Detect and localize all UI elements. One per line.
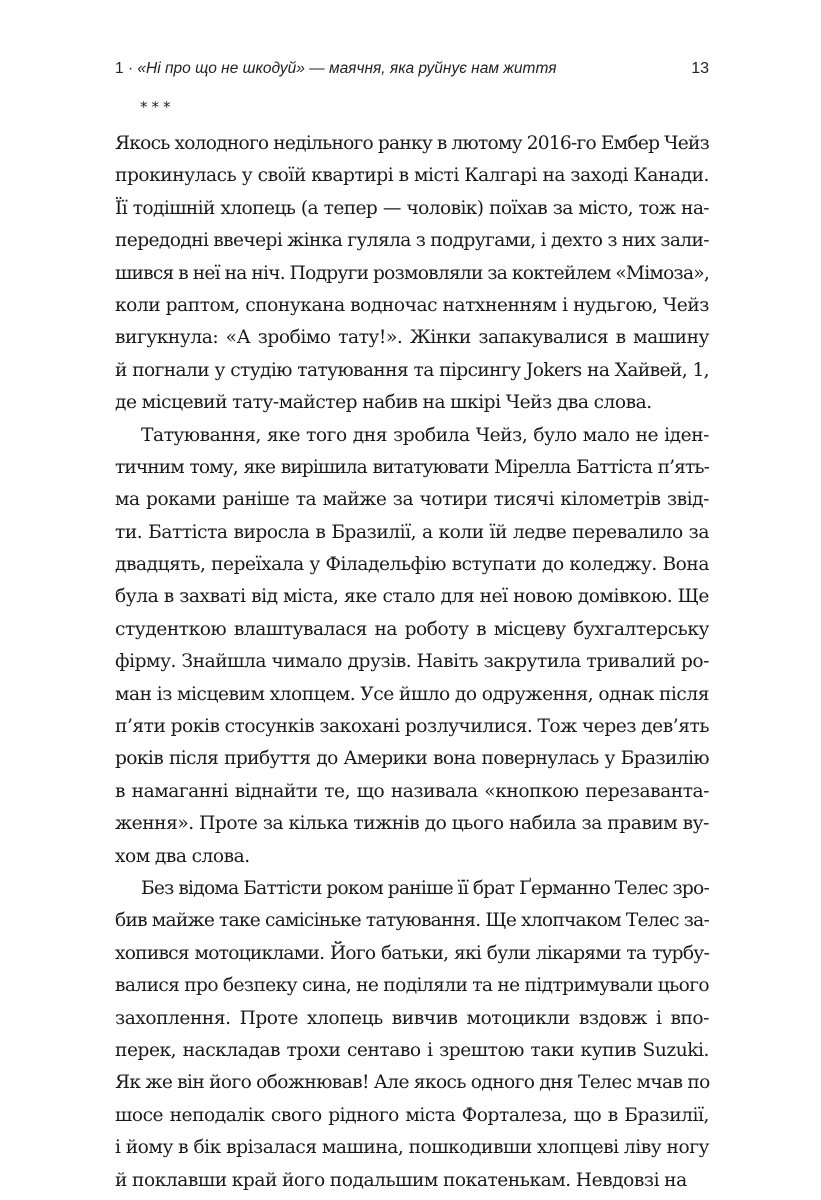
text-line: тичним тому, яке вирішила витатуювати Мірелла Баттіста п’ять- <box>115 456 709 478</box>
text-line: прокинулась у своїй квартирі в місті Калгарі на заході Канади. <box>115 165 709 187</box>
text-line: де місцевий тату-майстер набив на шкірі Чейз два слова. <box>115 392 652 414</box>
text-line: Якось холодного недільного ранку в лютому 2016-го Ембер Чейз <box>115 133 709 154</box>
text-line: Без відома Баттісти роком раніше її брат Ґерманно Телес зро- <box>141 877 709 899</box>
text-line: коли раптом, спонукана водночас натхненням і нудьгою, Чейз <box>115 294 709 316</box>
text-line: років після прибуття до Америки вона повернулась у Бразилію <box>115 748 709 770</box>
header-separator: · <box>127 60 134 77</box>
text-line: Її тодішній хлопець (а тепер — чоловік) поїхав за місто, тож на- <box>115 197 709 219</box>
paragraph <box>115 420 709 873</box>
text-line: в намаганні віднайти те, що називала «кнопкою перезаванта- <box>115 780 709 802</box>
text-line: хопився мотоциклами. Його батьки, які були лікарями та турбу- <box>115 942 709 964</box>
text-line: і йому в бік врізалася машина, пошкодивши хлопцеві ліву ногу <box>115 1137 709 1159</box>
text-line: вигукнула: «А зробімо тату!». Жінки запакувалися в машину <box>115 327 709 349</box>
text-line: захоплення. Проте хлопець вивчив мотоцикли вздовж і впо- <box>115 1007 709 1029</box>
text-line: ти. Баттіста виросла в Бразилії, а коли їй ледве перевалило за <box>115 521 709 543</box>
body-text <box>115 128 709 1197</box>
paragraph <box>115 128 709 420</box>
text-line: хом два слова. <box>115 845 250 867</box>
text-line: двадцять, переїхала у Філадельфію вступати до коледжу. Вона <box>115 554 709 576</box>
text-line: перек, наскладав трохи сентаво і зрештою таки купив Suzuki. <box>115 1039 709 1061</box>
text-line: шосе неподалік свого рідного міста Форталеза, що в Бразилії, <box>115 1104 709 1126</box>
page-number: 13 <box>691 60 709 77</box>
chapter-number: 1 <box>115 60 124 77</box>
text-line: Татуювання, яке того дня зробила Чейз, було мало не іден- <box>141 424 709 446</box>
text-line: й поклавши край його подальшим покатенькам. Невдовзі на <box>115 1169 687 1191</box>
text-line: ман із місцевим хлопцем. Усе йшло до одруження, однак після <box>115 683 709 705</box>
running-head <box>115 60 709 86</box>
chapter-header <box>115 60 556 78</box>
text-line: валися про безпеку сина, не поділяли та не підтримували цього <box>115 975 709 997</box>
chapter-title: «Ні про що не шкодуй» — маячня, яка руйнує нам життя <box>137 60 557 77</box>
text-line: п’яти років стосунків закохані розлучилися. Тож через дев’ять <box>115 716 709 738</box>
text-line: ма роками раніше та майже за чотири тисячі кілометрів звід- <box>115 489 709 511</box>
text-line: студенткою влаштувалася на роботу в місцеву бухгалтерську <box>115 618 709 640</box>
paragraph <box>115 873 709 1197</box>
text-line: Як же він його обожнював! Але якось одного дня Телес мчав по <box>115 1072 710 1094</box>
text-line: ження». Проте за кілька тижнів до цього набила за правим ву- <box>115 813 709 835</box>
section-break: *** <box>140 98 175 116</box>
text-line: бив майже таке самісіньке татуювання. Ще хлопчаком Телес за- <box>115 910 709 932</box>
text-line: фірму. Знайшла чимало друзів. Навіть закрутила тривалий ро- <box>115 651 709 673</box>
text-line: передодні ввечері жінка гуляла з подругами, і дехто з них зали- <box>115 230 709 252</box>
text-line: була в захваті від міста, яке стало для неї новою домівкою. Ще <box>115 586 709 608</box>
text-line: й погнали у студію татуювання та пірсингу Jokers на Хайвей, 1, <box>115 359 709 381</box>
text-line: шився в неї на ніч. Подруги розмовляли за коктейлем «Мімоза», <box>115 262 710 284</box>
